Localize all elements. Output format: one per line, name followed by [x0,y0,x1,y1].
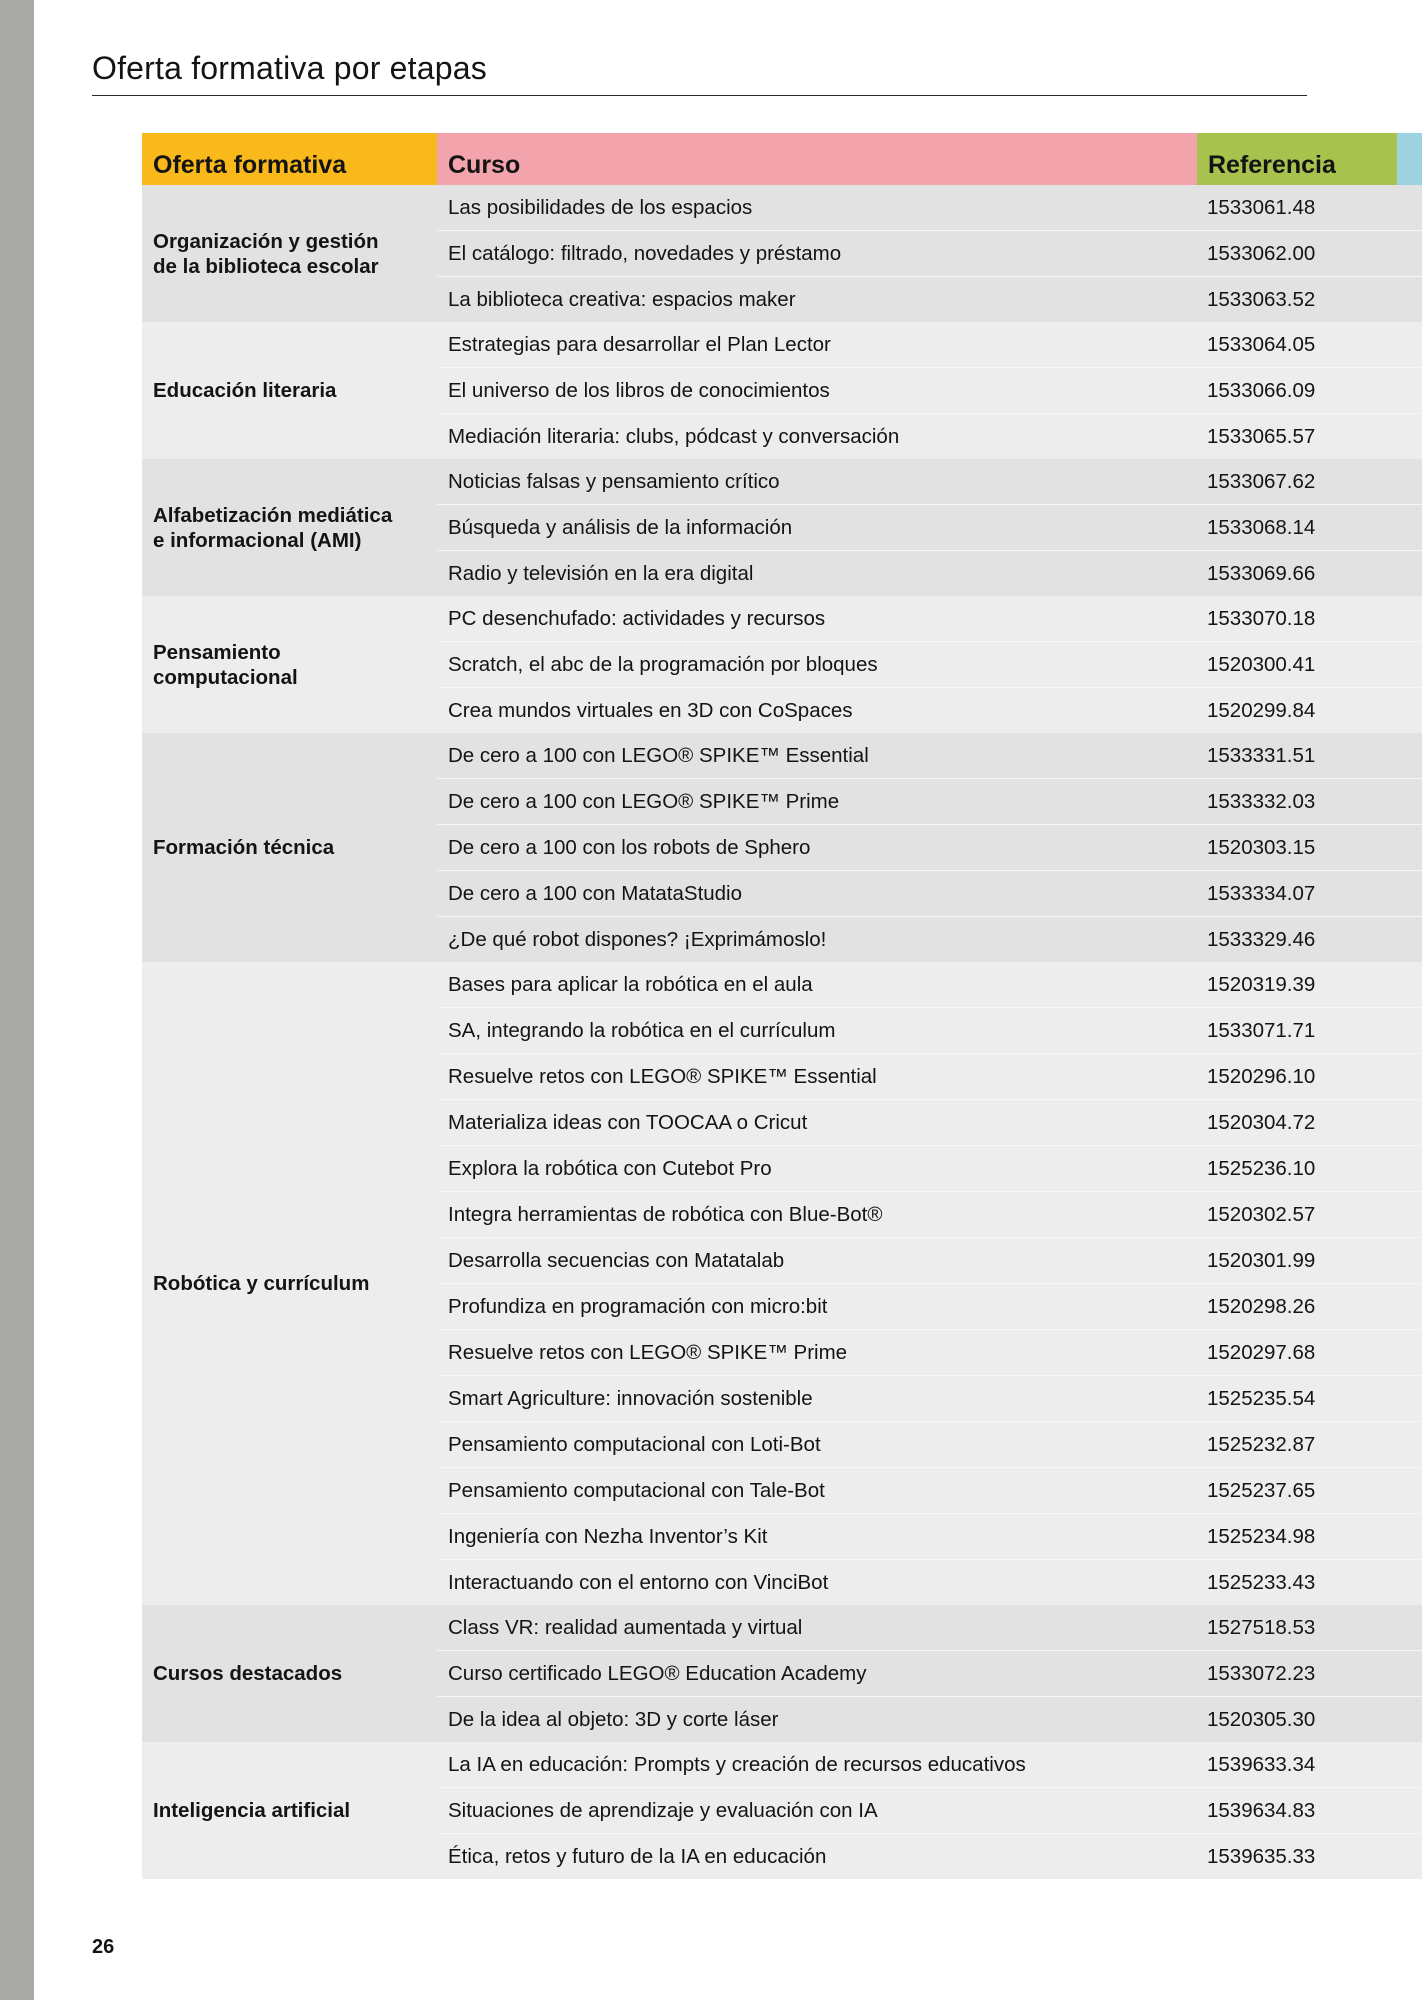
table-row [437,1007,1422,1053]
course-name-cell: La IA en educación: Prompts y creación de recursos educativos [448,1752,1026,1776]
table-row [437,1329,1422,1375]
reference-cell: 1520298.26 [1207,1294,1316,1318]
table-row [437,185,1422,230]
category-cell: Robótica y currículum [153,1272,370,1295]
reference-cell: 1533067.62 [1207,469,1316,493]
reference-cell: 1525236.10 [1207,1156,1316,1180]
course-name-cell: El universo de los libros de conocimientos [448,378,830,402]
course-name-cell: La biblioteca creativa: espacios maker [448,287,796,311]
table-row [437,1650,1422,1696]
course-name-cell: Las posibilidades de los espacios [448,195,753,219]
table-row [437,276,1422,322]
category-cell: Formación técnica [153,836,335,859]
reference-cell: 1533329.46 [1207,927,1316,951]
reference-cell: 1520304.72 [1207,1110,1316,1134]
reference-cell: 1520300.41 [1207,652,1316,676]
table-header [142,133,1422,185]
course-name-cell: Crea mundos virtuales en 3D con CoSpaces [448,698,853,722]
course-name-cell: Bases para aplicar la robótica en el aula [448,972,813,996]
course-name-cell: De cero a 100 con LEGO® SPIKE™ Essential [448,743,869,767]
course-rows [437,596,1422,733]
table-row [437,413,1422,459]
category-cell: Cursos destacados [153,1662,343,1685]
table-group [142,185,1422,322]
table-row [437,1605,1422,1650]
reference-cell: 1520301.99 [1207,1248,1316,1272]
page-title: Oferta formativa por etapas [92,50,487,86]
reference-cell: 1533334.07 [1207,881,1316,905]
course-name-cell: De cero a 100 con los robots de Sphero [448,835,811,859]
course-name-cell: Pensamiento computacional con Tale-Bot [448,1478,825,1502]
course-name-cell: Mediación literaria: clubs, pódcast y conversación [448,424,900,448]
table-group [142,459,1422,596]
table-group [142,1742,1422,1879]
table-row [437,596,1422,641]
table-row [437,870,1422,916]
table-row [437,1375,1422,1421]
header-extra-color-block [1397,133,1422,185]
course-name-cell: Explora la robótica con Cutebot Pro [448,1156,772,1180]
course-name-cell: SA, integrando la robótica en el currículum [448,1018,836,1042]
table-row [437,1099,1422,1145]
course-name-cell: Búsqueda y análisis de la información [448,515,793,539]
header-curso: Curso [437,133,1197,185]
category-cell: Organización y gestión de la biblioteca escolar [153,229,379,278]
table-row [437,1283,1422,1329]
category-cell: Educación literaria [153,379,337,402]
table-group [142,322,1422,459]
reference-cell: 1525233.43 [1207,1570,1316,1594]
course-rows [437,1605,1422,1742]
course-name-cell: Integra herramientas de robótica con Blue-Bot® [448,1202,883,1226]
table-row [437,1191,1422,1237]
table-row [437,1421,1422,1467]
course-rows [437,733,1422,962]
course-name-cell: Noticias falsas y pensamiento crítico [448,469,780,493]
table-row [437,641,1422,687]
table-row [437,504,1422,550]
course-name-cell: Radio y televisión en la era digital [448,561,754,585]
course-name-cell: Interactuando con el entorno con VinciBot [448,1570,829,1594]
reference-cell: 1520297.68 [1207,1340,1316,1364]
header-oferta: Oferta formativa [142,133,437,185]
course-name-cell: PC desenchufado: actividades y recursos [448,606,826,630]
reference-cell: 1520296.10 [1207,1064,1316,1088]
table-row [437,322,1422,367]
table-row [437,1742,1422,1787]
course-name-cell: Profundiza en programación con micro:bit [448,1294,828,1318]
header-referencia: Referencia [1197,133,1397,185]
course-name-cell: Class VR: realidad aumentada y virtual [448,1615,803,1639]
reference-cell: 1520303.15 [1207,835,1316,859]
table-row [437,550,1422,596]
table-row [437,1787,1422,1833]
category-cell: Alfabetización mediática e informacional (AMI) [153,503,393,552]
reference-cell: 1533065.57 [1207,424,1316,448]
table-group [142,1605,1422,1742]
course-name-cell: De cero a 100 con MatataStudio [448,881,743,905]
course-name-cell: Resuelve retos con LEGO® SPIKE™ Prime [448,1340,848,1364]
reference-cell: 1533066.09 [1207,378,1316,402]
reference-cell: 1533063.52 [1207,287,1316,311]
reference-cell: 1533069.66 [1207,561,1316,585]
table-row [437,916,1422,962]
page-number: 26 [92,1936,115,1958]
reference-cell: 1539634.83 [1207,1798,1316,1822]
table-row [437,733,1422,778]
reference-cell: 1527518.53 [1207,1615,1316,1639]
course-name-cell: Resuelve retos con LEGO® SPIKE™ Essential [448,1064,877,1088]
course-name-cell: Pensamiento computacional con Loti-Bot [448,1432,821,1456]
table-body [142,185,1422,1879]
reference-cell: 1520299.84 [1207,698,1316,722]
table-group [142,733,1422,962]
table-row [437,1696,1422,1742]
reference-cell: 1533071.71 [1207,1018,1316,1042]
reference-cell: 1533062.00 [1207,241,1316,265]
reference-cell: 1533332.03 [1207,789,1316,813]
reference-cell: 1520305.30 [1207,1707,1316,1731]
table-row [437,1513,1422,1559]
table-row [437,687,1422,733]
course-name-cell: Materializa ideas con TOOCAA o Cricut [448,1110,808,1134]
reference-cell: 1533061.48 [1207,195,1316,219]
course-name-cell: El catálogo: filtrado, novedades y préstamo [448,241,842,265]
reference-cell: 1539633.34 [1207,1752,1316,1776]
reference-cell: 1533064.05 [1207,332,1316,356]
table-row [437,1053,1422,1099]
table-row [437,1833,1422,1879]
course-rows [437,962,1422,1605]
reference-cell: 1525232.87 [1207,1432,1316,1456]
table-group [142,596,1422,733]
course-name-cell: De la idea al objeto: 3D y corte láser [448,1707,779,1731]
course-name-cell: Ingeniería con Nezha Inventor’s Kit [448,1524,768,1548]
course-name-cell: Desarrolla secuencias con Matatalab [448,1248,785,1272]
table-row [437,1467,1422,1513]
course-rows [437,322,1422,459]
category-cell: Pensamiento computacional [153,640,298,689]
table-row [437,962,1422,1007]
reference-cell: 1533072.23 [1207,1661,1316,1685]
table-row [437,824,1422,870]
course-rows [437,1742,1422,1879]
reference-cell: 1525235.54 [1207,1386,1316,1410]
course-rows [437,459,1422,596]
table-row [437,367,1422,413]
reference-cell: 1533331.51 [1207,743,1316,767]
reference-cell: 1533068.14 [1207,515,1316,539]
reference-cell: 1525234.98 [1207,1524,1316,1548]
course-name-cell: ¿De qué robot dispones? ¡Exprimámoslo! [448,927,827,951]
table-row [437,1559,1422,1605]
table-row [437,1237,1422,1283]
reference-cell: 1539635.33 [1207,1844,1316,1868]
title-divider [92,95,1307,96]
reference-cell: 1520319.39 [1207,972,1316,996]
category-cell: Inteligencia artificial [153,1799,351,1822]
course-name-cell: De cero a 100 con LEGO® SPIKE™ Prime [448,789,840,813]
page-edge-strip [0,0,34,2000]
table-row [437,778,1422,824]
table-row [437,459,1422,504]
reference-cell: 1520302.57 [1207,1202,1316,1226]
table-row [437,1145,1422,1191]
course-name-cell: Estrategias para desarrollar el Plan Lector [448,332,831,356]
course-name-cell: Curso certificado LEGO® Education Academy [448,1661,867,1685]
table-group [142,962,1422,1605]
reference-cell: 1525237.65 [1207,1478,1316,1502]
course-name-cell: Situaciones de aprendizaje y evaluación con IA [448,1798,878,1822]
course-name-cell: Ética, retos y futuro de la IA en educación [448,1844,827,1868]
course-rows [437,185,1422,322]
table-row [437,230,1422,276]
reference-cell: 1533070.18 [1207,606,1316,630]
course-table [142,133,1422,1879]
course-name-cell: Scratch, el abc de la programación por bloques [448,652,878,676]
course-name-cell: Smart Agriculture: innovación sostenible [448,1386,813,1410]
